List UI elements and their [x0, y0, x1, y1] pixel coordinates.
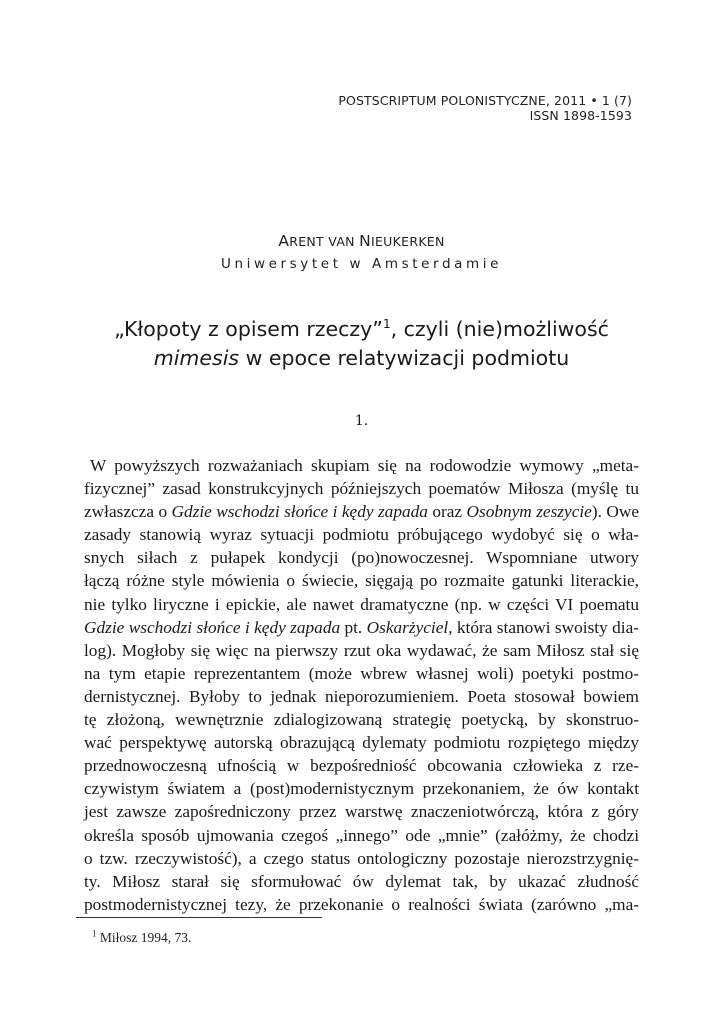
title-footnote-ref[interactable]: 1 [382, 317, 391, 332]
text-line [84, 847, 639, 870]
running-header [338, 93, 632, 123]
text-line [84, 593, 639, 616]
footnote-number: 1 [92, 928, 97, 939]
footnote-separator [76, 917, 322, 918]
author-name [0, 231, 723, 252]
author-affiliation: Uniwersytet w Amsterdamie [220, 256, 502, 272]
title-line-1 [0, 315, 723, 344]
author-surname-initial: N [359, 232, 371, 250]
article-title [0, 315, 723, 373]
text-segment: log). Mogłoby się więc na pierwszy rzut oka wydawać, że sam Miłosz stał się [84, 640, 639, 660]
italic-title: Gdzie wschodzi słońce i kędy zapada [171, 502, 428, 522]
title-text: , czyli (nie)możliwość [390, 317, 609, 341]
text-segment: postmodernistycznej tezy, że przekonanie o realności świata (zarówno „ma- [84, 894, 639, 914]
italic-title: Gdzie wschodzi słońce i kędy zapada [84, 617, 341, 637]
body-paragraph [84, 454, 639, 916]
text-line [84, 477, 639, 500]
text-segment: nie tylko liryczne i epickie, ale nawet dramatyczne (np. w części VI poematu [84, 594, 639, 614]
author-block [0, 231, 723, 273]
title-italic: mimesis [153, 346, 240, 370]
text-line [84, 777, 639, 800]
text-segment: W powyższych rozważaniach skupiam się na rodowodzie wymowy „meta- [90, 456, 639, 475]
text-segment: pt. [340, 617, 367, 637]
text-line [84, 454, 639, 477]
text-segment: tę złożoną, wewnętrznie zdialogizowaną strategię poetycką, by skonstruo- [84, 710, 639, 730]
text-segment: o tzw. rzeczywistość), a czego status ontologiczny pozostaje nierozstrzygnię- [84, 848, 639, 868]
section-number: 1. [354, 413, 369, 429]
text-line [84, 708, 639, 731]
text-segment: jest zawsze zapośredniczony przez warstwę znaczeniotwórczą, która z góry [84, 802, 639, 822]
text-line [84, 824, 639, 847]
title-line-2 [0, 344, 723, 373]
text-line [84, 662, 639, 685]
text-line [84, 893, 639, 916]
text-line [84, 523, 639, 546]
text-segment: oraz [427, 502, 467, 522]
text-segment: czywistym światem a (post)modernistycznym przekonaniem, że ów kontakt [84, 779, 639, 799]
title-text: w epoce relatywizacji podmiotu [239, 346, 570, 370]
text-segment: łączą różne style mówienia o świecie, sięgają po rozmaite gatunki literackie, [84, 571, 639, 591]
text-segment: dernistycznej. Byłoby to jednak nieporozumieniem. Poeta stosował bowiem [84, 686, 639, 706]
text-segment: fizycznej” zasad konstrukcyjnych późniejszych poematów Miłosza (myślę tu [84, 479, 639, 499]
text-segment: określa sposób ujmowania czegoś „innego” ode „mnie” (załóżmy, że chodzi [84, 825, 639, 845]
text-segment: zasady stanowią wyraz sytuacji podmiotu próbującego wydobyć się o wła- [84, 525, 639, 545]
text-segment: ). Owe [591, 502, 639, 522]
italic-title: Oskarżyciel [366, 617, 449, 637]
text-segment: na tym etapie reprezentantem (może wbrew własnej woli) poetyki postmo- [84, 663, 639, 683]
text-line [84, 569, 639, 592]
text-line [84, 731, 639, 754]
text-line [84, 616, 639, 639]
text-line [84, 754, 639, 777]
issn: ISSN 1898-1593 [529, 108, 632, 123]
italic-title: Osobnym zeszycie [466, 502, 592, 522]
text-segment: , która stanowi swoisty dia- [448, 617, 639, 637]
text-line [84, 639, 639, 662]
text-segment: ty. Miłosz starał się sformułować ów dylemat tak, by ukazać złudność [84, 871, 639, 891]
text-segment: przednowoczesną ufnością w bezpośredniość obcowania człowieka z rze- [84, 756, 639, 776]
text-line [84, 685, 639, 708]
text-line [84, 800, 639, 823]
text-line [84, 546, 639, 569]
text-line [84, 500, 639, 523]
footnote [92, 929, 191, 946]
footnote-text: Miłosz 1994, 73. [96, 930, 192, 945]
author-name-smallcaps: RENT VAN [289, 234, 360, 249]
journal-citation: POSTSCRIPTUM POLONISTYCZNE, 2011 • 1 (7) [338, 93, 632, 108]
author-name-initial: A [278, 232, 290, 250]
author-surname-smallcaps: IEUKERKEN [371, 234, 445, 249]
text-segment: snych siłach z pułapek kondycji (po)nowoczesnej. Wspomniane utwory [84, 548, 639, 568]
text-segment: wać perspektywę autorską obrazującą dylematy podmiotu rozpiętego między [84, 733, 639, 753]
text-line [84, 870, 639, 893]
title-text: „Kłopoty z opisem rzeczy” [114, 317, 383, 341]
text-segment: zwłaszcza o [84, 502, 172, 522]
